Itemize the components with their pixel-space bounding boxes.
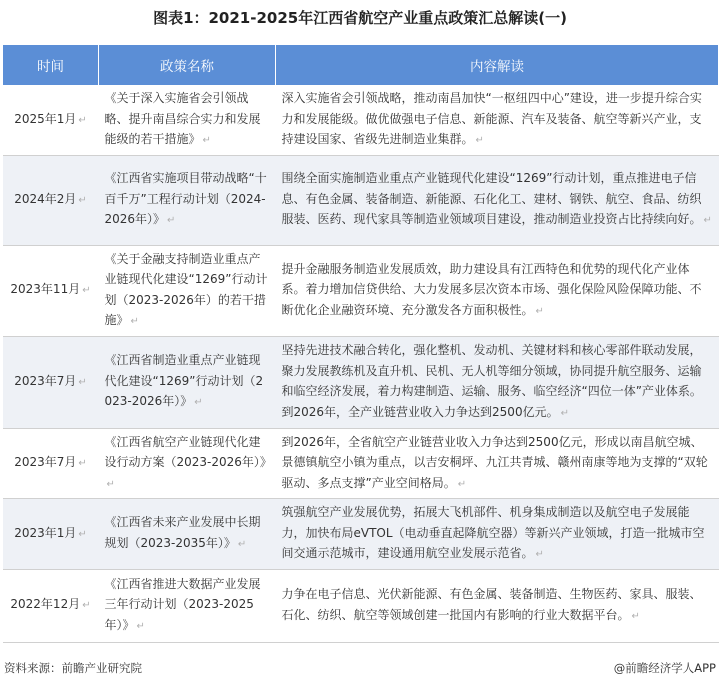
table-row xyxy=(3,428,719,499)
table-header-row xyxy=(3,45,719,85)
row-content: 提升金融服务制造业发展质效，助力建设具有江西特色和优势的现代化产业体系。着力增加信贷供给、大力发展多层次资本市场、强化保险风险保障功能、不断优化企业融资环境、充分激发各方面积极性。 ↵ xyxy=(276,245,719,336)
row-policy-name: 《江西省航空产业链现代化建设行动方案（2023-2026年）》↵ xyxy=(99,428,276,499)
table-row xyxy=(3,336,719,428)
footer xyxy=(4,660,716,680)
header-content: 内容解读 xyxy=(276,45,719,85)
header-policy-name: 政策名称 xyxy=(99,45,276,85)
table-row xyxy=(3,499,719,570)
row-time: 2025年1月 ↵ xyxy=(3,85,99,155)
brand-credit: @前瞻经济学人APP xyxy=(613,661,716,675)
row-content: 到2026年，全省航空产业链营业收入力争达到2500亿元，形成以南昌航空城、景德镇航空小镇为重点，以吉安桐坪、九江共青城、赣州南康等地为支撑的“双轮驱动、多点支撑”产业空间格局。 ↵ xyxy=(276,428,719,499)
row-content: 筑强航空产业发展优势，拓展大飞机部件、机身集成制造以及航空电子发展能力，加快布局eVTOL（电动垂直起降航空器）等新兴产业领域，打造一批城市空间交通示范城市，建设通用航空业发展示范省。 ↵ xyxy=(276,499,719,570)
table-row xyxy=(3,85,719,155)
table-row xyxy=(3,569,719,642)
row-policy-name: 《江西省未来产业发展中长期规划（2023-2035年）》 ↵ xyxy=(99,499,276,570)
row-policy-name: 《江西省推进大数据产业发展三年行动计划（2023-2025年）》 ↵ xyxy=(99,569,276,642)
row-content: 深入实施省会引领战略，推动南昌加快“一枢纽四中心”建设，进一步提升综合实力和发展能级。做优做强电子信息、新能源、汽车及装备、航空等新兴产业，支持建设国家、省级先进制造业集群。 ↵ xyxy=(276,85,719,155)
row-policy-name: 《关于金融支持制造业重点产业链现代化建设“1269”行动计划（2023-2026年）的若干措施》 ↵ xyxy=(99,245,276,336)
row-time: 2022年12月 ↵ xyxy=(3,569,99,642)
row-time: 2023年11月 ↵ xyxy=(3,245,99,336)
row-content: 坚持先进技术融合转化，强化整机、发动机、关键材料和核心零部件联动发展，聚力发展教练机及直升机、民机、无人机等细分领域，协同提升航空服务、运输和临空经济发展，着力构建制造、运输、服务、临空经济“四位一体”产业体系。到2026年，全产业链营业收入力争达到2500亿元。 ↵ xyxy=(276,336,719,428)
row-time: 2024年2月 ↵ xyxy=(3,155,99,245)
policy-table xyxy=(2,45,719,643)
page-title: 图表1：2021-2025年江西省航空产业重点政策汇总解读(一) xyxy=(153,9,567,27)
row-policy-name: 《江西省实施项目带动战略“十百千万”工程行动计划（2024-2026年）》 ↵ xyxy=(99,155,276,245)
source-note: 资料来源：前瞻产业研究院 xyxy=(4,661,142,675)
row-policy-name: 《关于深入实施省会引领战略、提升南昌综合实力和发展能级的若干措施》 ↵ xyxy=(99,85,276,155)
row-time: 2023年1月 ↵ xyxy=(3,499,99,570)
table-row xyxy=(3,245,719,336)
row-policy-name: 《江西省制造业重点产业链现代化建设“1269”行动计划（2023-2026年）》 ↵ xyxy=(99,336,276,428)
table-row xyxy=(3,155,719,245)
header-time: 时间 xyxy=(3,45,99,85)
row-content: 力争在电子信息、光伏新能源、有色金属、装备制造、生物医药、家具、服装、石化、纺织、航空等领域创建一批国内有影响的行业大数据平台。 ↵ xyxy=(276,569,719,642)
row-content: 围绕全面实施制造业重点产业链现代化建设“1269”行动计划，重点推进电子信息、有色金属、装备制造、新能源、石化化工、建材、钢铁、航空、食品、纺织服装、医药、现代家具等制造业领域项目建设，推动制造业投资占比持续向好。 ↵ xyxy=(276,155,719,245)
row-time: 2023年7月 ↵ xyxy=(3,336,99,428)
row-time: 2023年7月 ↵ xyxy=(3,428,99,499)
